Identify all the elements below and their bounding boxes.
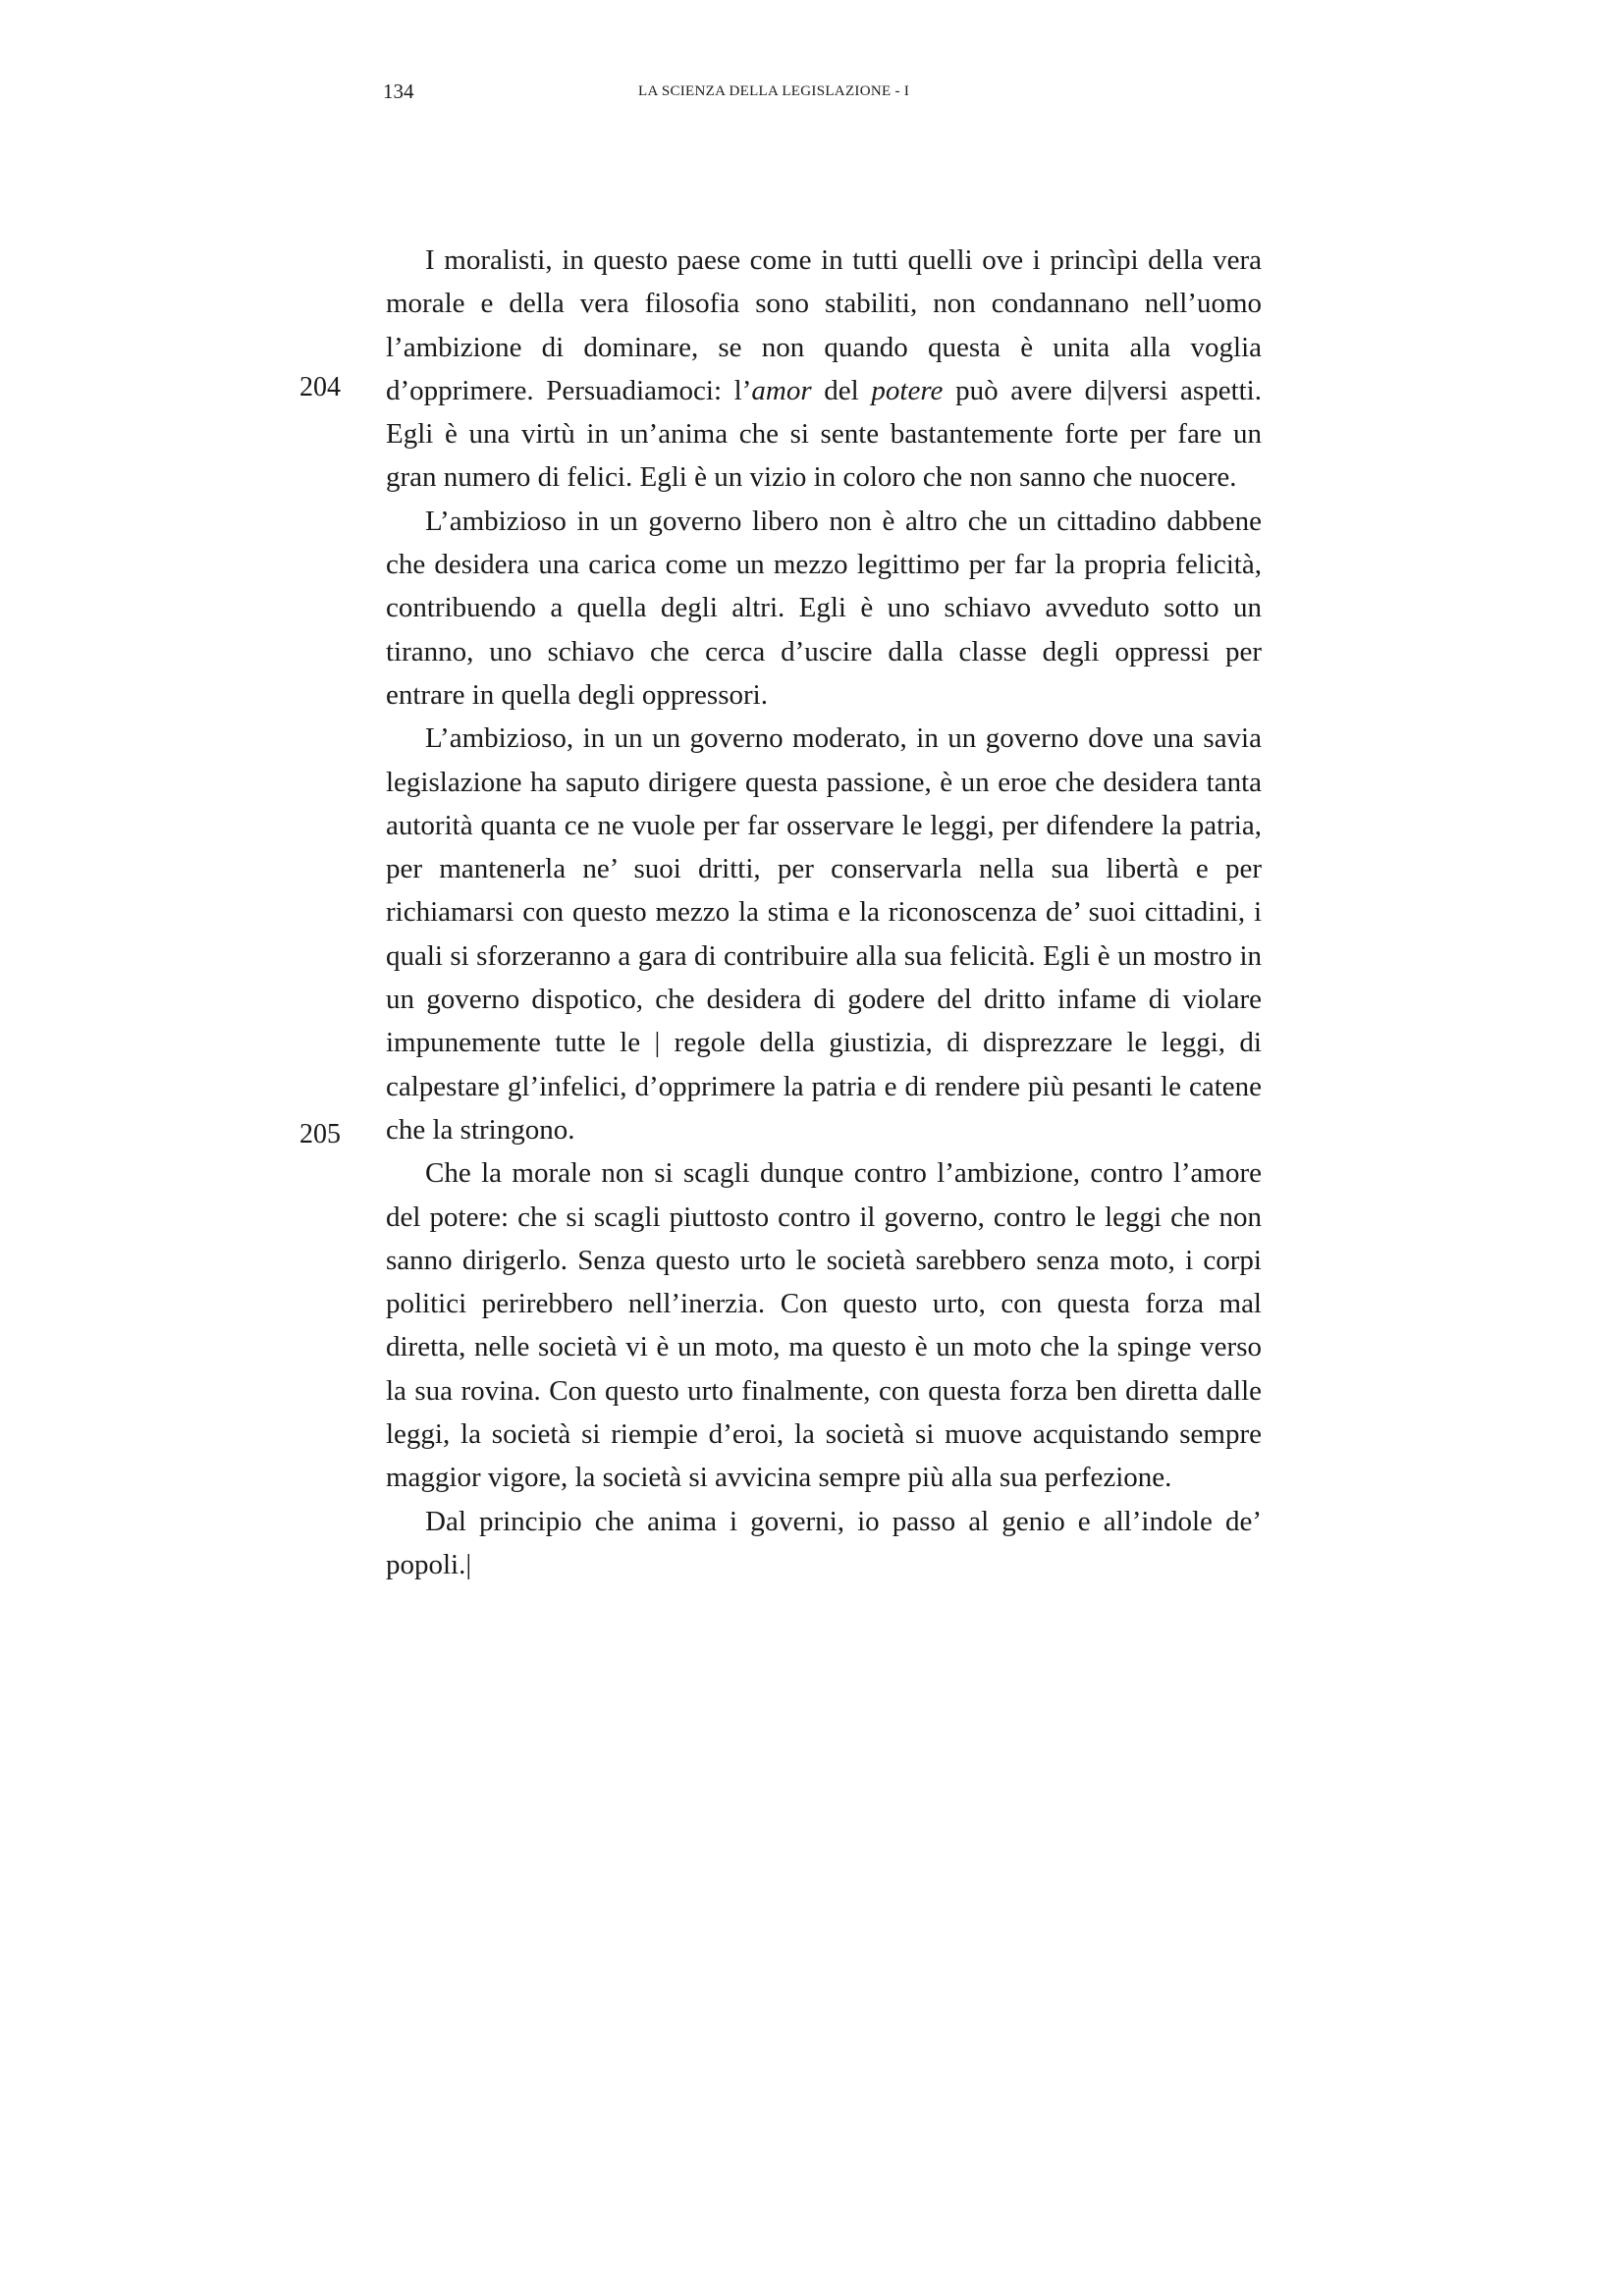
running-header <box>383 77 1267 106</box>
page-number: 134 <box>383 80 414 103</box>
paragraph: L’ambizioso, in un un governo moderato, in un governo dove una savia legislazione ha saputo dirigere questa passione, è un eroe che desidera tanta autorità quanta ce ne vuole per far osservare le leggi, per difendere la patria, per mantenerla ne’ suoi dritti, per conservarla nella sua libertà e per richiamarsi con questo mezzo la stima e la riconoscenza de’ suoi cittadini, i quali si sforzeranno a gara di contribuire alla sua felicità. Egli è un mostro in un governo dispotico, che desidera di godere del dritto infame di violare impunemente tutte le | regole della giustizia, di disprezzare le leggi, di calpestare gl’infelici, d’opprimere la patria e di rendere più pesanti le catene che la stringono. <box>386 722 1262 1146</box>
paragraph-text: I moralisti, in questo paese come in tutti quelli ove i princìpi della vera morale e della vera filosofia sono stabiliti, non condannano nell’uomo l’ambizione di dominare, se non quando questa è unita alla voglia d’opprimere. Persuadiamoci: l’ <box>386 244 1262 406</box>
body-text <box>386 239 1262 1586</box>
paragraph: L’ambizioso in un governo libero non è altro che un cittadino dabbene che desidera una carica come un mezzo legittimo per far la propria felicità, contribuendo a quella degli altri. Egli è uno schiavo avveduto sotto un tiranno, uno schiavo che cerca d’uscire dalla classe degli oppressi per entrare in quella degli oppressori. <box>386 505 1262 711</box>
paragraph <box>386 239 1262 500</box>
paragraph-text: può avere di|versi aspetti. Egli è una virtù in un’anima che si sente bastantemente forte per fare un gran numero di felici. Egli è un vizio in coloro che non sanno che nuocere. <box>386 374 1262 494</box>
paragraph: Che la morale non si scagli dunque contro l’ambizione, contro l’amore del potere: che si scagli piuttosto contro il governo, contro le leggi che non sanno dirigerlo. Senza questo urto le società sarebbero senza moto, i corpi politici perirebbero nell’inerzia. Con questo urto, con questa forza mal diretta, nelle società vi è un moto, ma questo è un moto che la spinge verso la sua rovina. Con questo urto finalmente, con questa forza ben diretta dalle leggi, la società si riempie d’eroi, la società si muove acquistando sempre maggior vigore, la società si avvicina sempre più alla sua perfezione. <box>386 1157 1262 1494</box>
margin-page-reference: 205 <box>299 1119 341 1149</box>
italic-term: amor <box>751 374 812 406</box>
italic-term: potere <box>871 374 944 406</box>
margin-page-reference: 204 <box>299 372 341 402</box>
running-title: LA SCIENZA DELLA LEGISLAZIONE - I <box>638 83 910 99</box>
paragraph: Dal principio che anima i governi, io passo al genio e all’indole de’ popoli.| <box>386 1505 1262 1580</box>
paragraph-text: del <box>811 374 872 406</box>
